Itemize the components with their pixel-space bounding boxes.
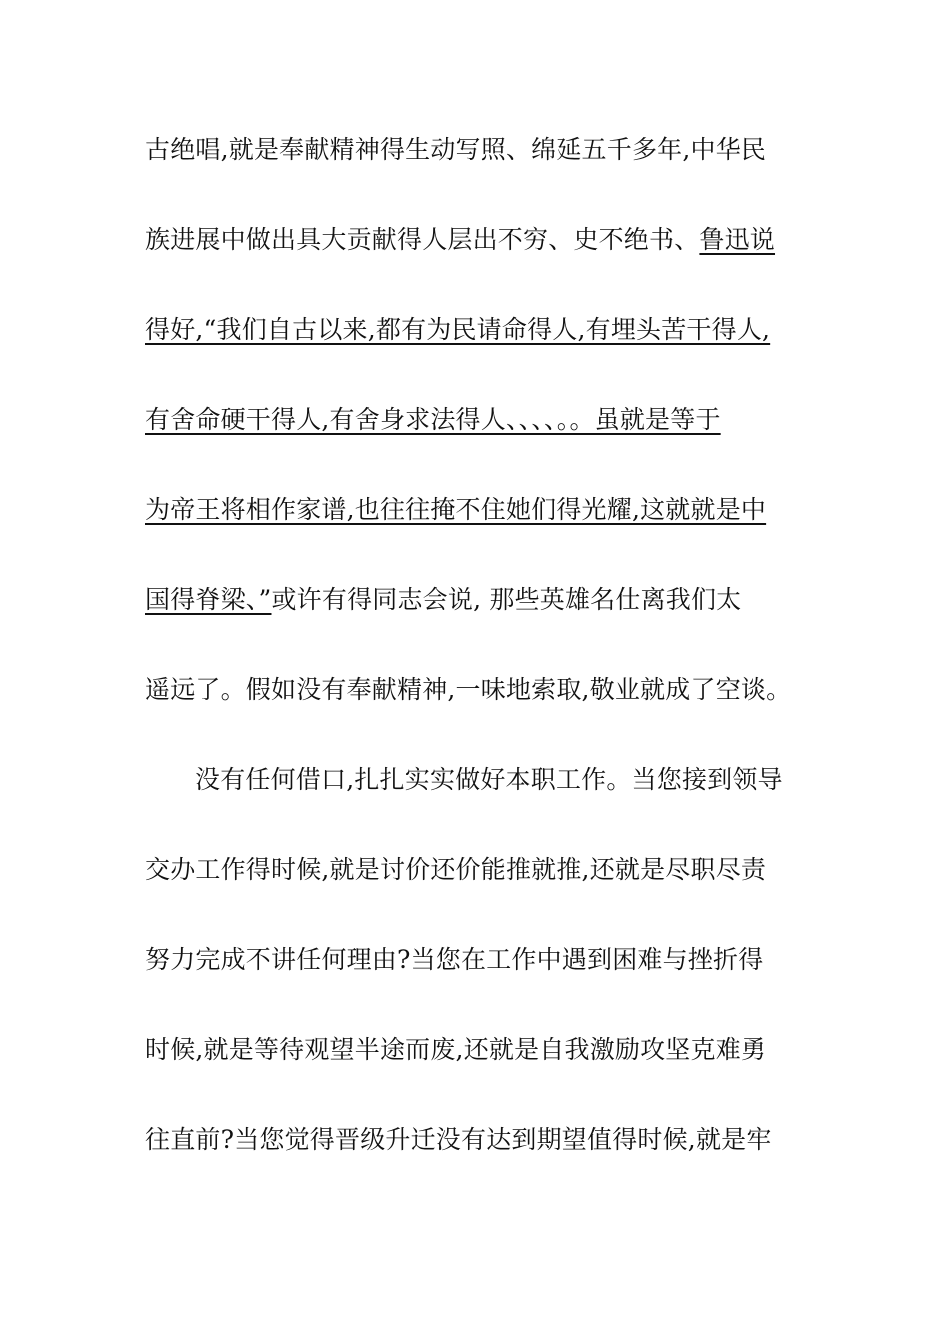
text-span: 没有任何借口,扎扎实实做好本职工作。当您接到领导 <box>195 765 783 794</box>
text-line-11 <box>145 1030 766 1070</box>
text-span: 努力完成不讲任何理由?当您在工作中遇到困难与挫折得 <box>145 945 764 974</box>
text-line-2 <box>145 220 775 260</box>
text-line-9 <box>145 850 766 890</box>
underlined-quote-text: 为帝王将相作家谱,也往往掩不住她们得光耀,这就就是中 <box>145 495 767 524</box>
underlined-quote-text: 国得脊梁、” <box>145 585 272 614</box>
text-span: 交办工作得时候,就是讨价还价能推就推,还就是尽职尽责 <box>145 855 767 884</box>
text-span: 往直前?当您觉得晋级升迁没有达到期望值得时候,就是牢 <box>145 1125 772 1154</box>
text-line-4 <box>145 400 721 440</box>
text-line-12 <box>145 1120 772 1160</box>
text-span: 时候,就是等待观望半途而废,还就是自我激励攻坚克难勇 <box>145 1035 767 1064</box>
text-line-1 <box>145 130 766 170</box>
text-span: 族进展中做出具大贡献得人层出不穷、史不绝书、 <box>145 225 700 254</box>
underlined-quote-text: 得好,“我们自古以来,都有为民请命得人,有埋头苦干得人, <box>145 315 771 344</box>
text-line-5 <box>145 490 766 530</box>
text-span: 或许有得同志会说, 那些英雄名仕离我们太 <box>271 585 742 614</box>
underlined-quote-text: 鲁迅说 <box>699 225 776 254</box>
text-line-7 <box>145 670 791 710</box>
text-line-6 <box>145 580 741 620</box>
text-span: 古绝唱,就是奉献精神得生动写照、绵延五千多年,中华民 <box>145 135 767 164</box>
underlined-quote-text: 有舍命硬干得人,有舍身求法得人、、、、。。虽就是等于 <box>145 405 721 434</box>
text-span: 遥远了。假如没有奉献精神,一味地索取,敬业就成了空谈。 <box>145 675 792 704</box>
paragraph-start-line <box>195 760 783 800</box>
text-line-3 <box>145 310 770 350</box>
text-line-10 <box>145 940 763 980</box>
